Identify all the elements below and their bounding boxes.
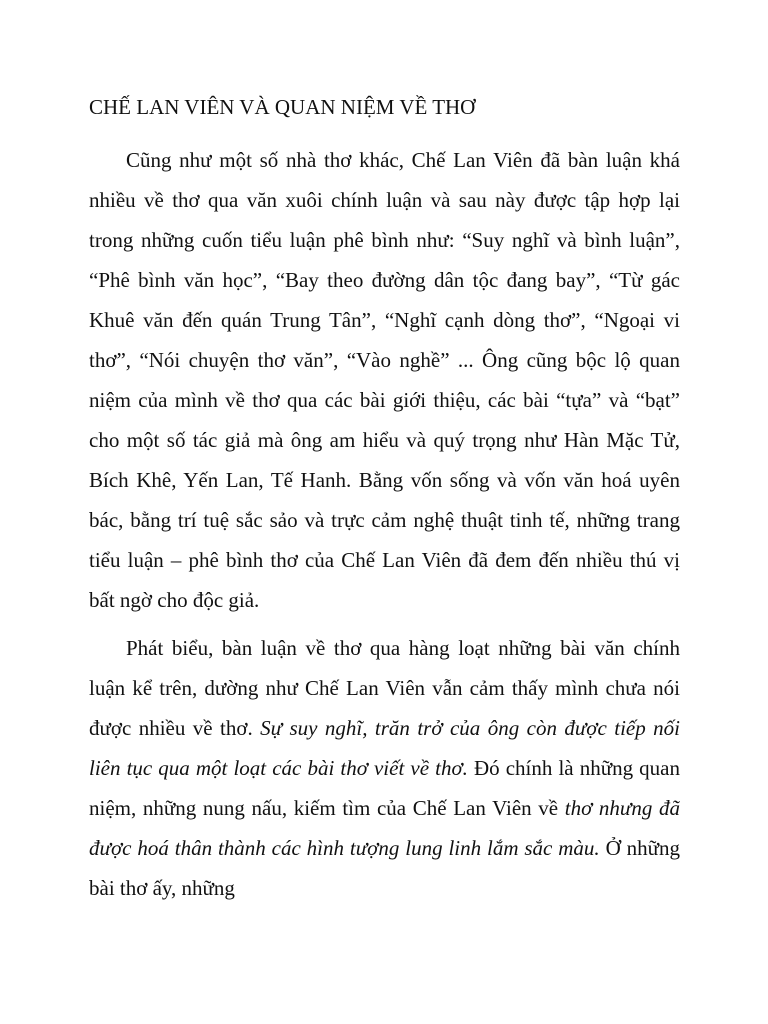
document-title: CHẾ LAN VIÊN VÀ QUAN NIỆM VỀ THƠ <box>89 95 476 119</box>
paragraph-2-text-2: Đó chính là những quan niệm, những nung nấu, kiếm tìm của Chế Lan Viên về <box>89 756 680 820</box>
paragraph-1-text: Cũng như một số nhà thơ khác, Chế Lan Viên đã bàn luận khá nhiều về thơ qua văn xuôi chính luận và sau này được tập hợp lại trong những cuốn tiểu luận phê bình như: “Suy nghĩ và bình luận”, “Phê bình văn học”, “Bay theo đường dân tộc đang bay”, “Từ gác Khuê văn đến quán Trung Tân”, “Nghĩ cạnh dòng thơ”, “Ngoại vi thơ”, “Nói chuyện thơ văn”, “Vào nghề” ... Ông cũng bộc lộ quan niệm của mình về thơ qua các bài giới thiệu, các bài “tựa” và “bạt” cho một số tác giả mà ông am hiểu và quý trọng như Hàn Mặc Tử, Bích Khê, Yến Lan, Tế Hanh. Bằng vốn sống và vốn văn hoá uyên bác, bằng trí tuệ sắc sảo và trực cảm nghệ thuật tinh tế, những trang tiểu luận – phê bình thơ của Chế Lan Viên đã đem đến nhiều thú vị bất ngờ cho độc giả. <box>89 148 680 612</box>
paragraph-2-italic-2: thơ nhưng đã được hoá thân thành các hình tượng lung linh lắm sắc màu. <box>89 796 680 860</box>
paragraph-2-text-1: Phát biểu, bàn luận về thơ qua hàng loạt những bài văn chính luận kể trên, dường như Chế Lan Viên vẫn cảm thấy mình chưa nói được nhiều về thơ. <box>89 636 680 740</box>
paragraph-2 <box>89 628 680 908</box>
paragraph-1 <box>89 140 680 620</box>
paragraph-2-italic-1: Sự suy nghĩ, trăn trở của ông còn được tiếp nối liên tục qua một loạt các bài thơ viết về thơ. <box>89 716 680 780</box>
paragraph-2-text-3: Ở những bài thơ ấy, những <box>89 836 680 900</box>
